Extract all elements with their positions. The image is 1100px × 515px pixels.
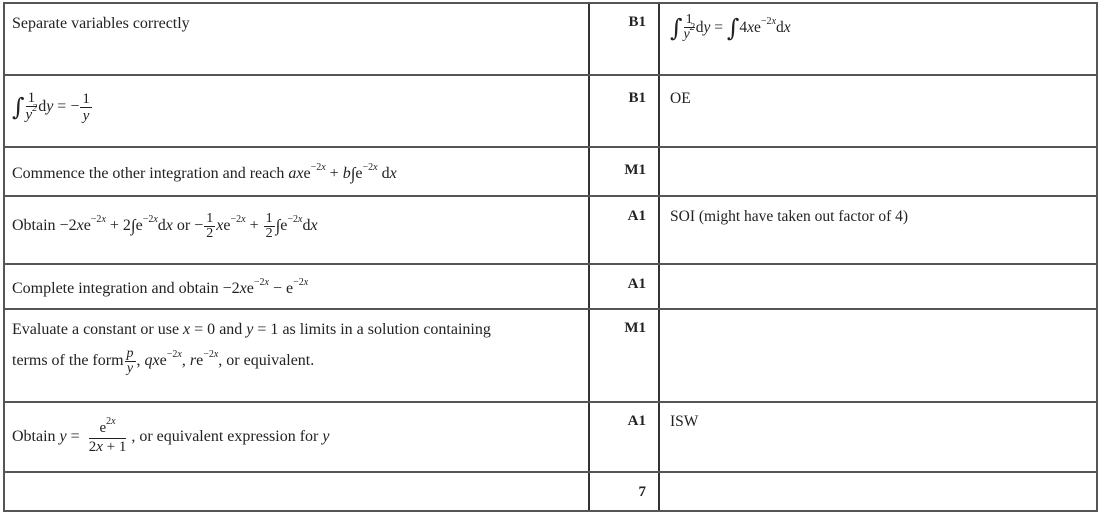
mark-row-2: B1 [628, 90, 646, 106]
answer-row-6-line-1: Evaluate a constant or use x = 0 and y = 1 as limits in a solution containing [12, 321, 491, 338]
answer-row-3: Commence the other integration and reach $axe^{-2x} + b\int e^{-2x}$ dx [12, 162, 397, 183]
row-divider [5, 308, 1096, 310]
column-divider-answer-mark [588, 4, 590, 510]
guidance-row-7: ISW [670, 413, 699, 430]
row-divider [5, 263, 1096, 265]
mark-row-1: B1 [628, 14, 646, 30]
mark-row-6: M1 [624, 320, 646, 336]
mark-row-4: A1 [627, 208, 646, 224]
answer-text: Separate variables correctly [12, 15, 190, 32]
answer-row-6-line-2: terms of the form $\frac{p}{y}$ , qxe$^{-2x}$, $re^{-2x}$, or equivalent. [12, 346, 315, 376]
row-divider [5, 401, 1096, 403]
mark-row-7: A1 [627, 413, 646, 429]
guidance-row-1: ∫ $\frac{1}{y^2}$ dy = $\int 4xe^{-2x}dx$ [670, 12, 791, 43]
guidance-row-4: SOI (might have taken out factor of 4) [670, 208, 909, 225]
answer-row-4: Obtain $-2xe^{-2x} + 2\int e^{-2x}dx$ or − $\frac{1}{2}$ $xe^{-2x}$ + $\frac{1}{2}$ $\int e^{-2x}dx$ [12, 211, 318, 241]
row-divider [5, 146, 1096, 148]
answer-row-7: Obtain y = $\frac{e^{2x}}{2x + 1}$ , or equivalent expression for y [12, 416, 330, 455]
mark-row-3: M1 [624, 162, 646, 178]
row-divider [5, 471, 1096, 473]
answer-row-2: ∫ $\frac{1}{y^2}$ dy = − $\frac{1}{y}$ [12, 90, 90, 124]
mark-row-5: A1 [627, 276, 646, 292]
total-marks: 7 [638, 484, 646, 500]
column-divider-mark-guidance [658, 4, 660, 510]
row-divider [5, 195, 1096, 197]
guidance-row-2: OE [670, 90, 691, 107]
answer-row-1 [12, 14, 190, 34]
answer-row-5: Complete integration and obtain $-2xe^{-2x} - e^{-2x}$ [12, 277, 309, 297]
row-divider [5, 74, 1096, 76]
